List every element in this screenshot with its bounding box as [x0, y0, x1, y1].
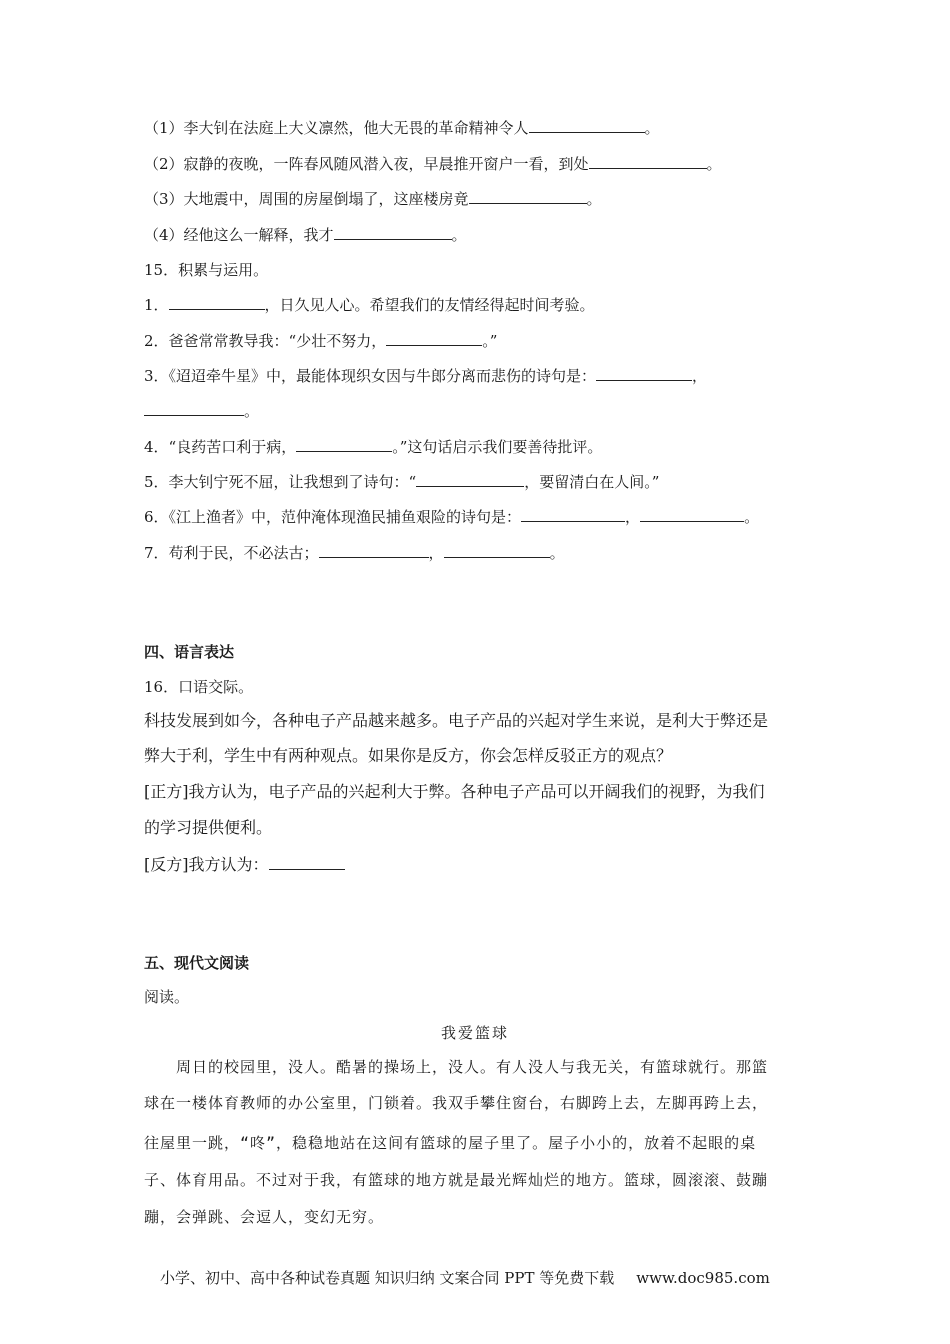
q15-item-7	[144, 543, 565, 563]
answer-blank[interactable]	[386, 331, 482, 346]
q14-item-1	[144, 118, 660, 138]
answer-blank[interactable]	[169, 295, 265, 310]
item-text: 5．李大钊宁死不屈，让我想到了诗句：“	[144, 473, 417, 491]
item-text: （3）大地震中，周围的房屋倒塌了，这座楼房竟	[144, 190, 469, 208]
q15-item-2	[144, 331, 497, 351]
item-text: （2）寂静的夜晚，一阵春风随风潜入夜，早晨推开窗户一看，到处	[144, 155, 589, 173]
item-text: 。	[244, 402, 260, 420]
item-text: [反方]我方认为：	[144, 855, 269, 874]
item-text: 。	[644, 119, 660, 137]
paragraph-line: 科技发展到如今，各种电子产品越来越多。电子产品的兴起对学生来说，是利大于弊还是	[144, 711, 769, 730]
story-title: 我爱篮球	[440, 1024, 509, 1042]
q15-item-3	[144, 366, 707, 386]
item-number: 1．	[144, 296, 169, 314]
item-text: ，日久见人心。希望我们的友情经得起时间考验。	[264, 296, 595, 314]
answer-blank[interactable]	[589, 154, 707, 169]
q15-title: 15．积累与运用。	[144, 261, 269, 279]
q15-item-1	[144, 295, 595, 315]
item-text: ，	[692, 367, 708, 385]
story-line: 往屋里一跳，“咚”，稳稳地站在这间有篮球的屋子里了。屋子小小的，放着不起眼的桌	[144, 1134, 757, 1152]
item-text: （4）经他这么一解释，我才	[144, 226, 334, 244]
story-line: 蹦，会弹跳、会逗人，变幻无穷。	[144, 1208, 385, 1226]
answer-blank[interactable]	[269, 855, 345, 870]
answer-blank[interactable]	[319, 543, 429, 558]
section-heading-5: 五、现代文阅读	[144, 954, 250, 972]
story-line: 周日的校园里，没人。酷暑的操场上，没人。有人没人与我无关，有篮球就行。那篮	[144, 1058, 769, 1076]
item-text: 。	[451, 226, 467, 244]
item-text: ，	[625, 508, 641, 526]
item-text: 。”	[482, 332, 498, 350]
q15-item-3-cont	[144, 401, 259, 421]
item-text: 3．《迢迢牵牛星》中，最能体现织女因与牛郎分离而悲伤的诗句是：	[144, 367, 597, 385]
q15-item-6	[144, 507, 759, 527]
item-text: 6．《江上渔者》中，范仲淹体现渔民捕鱼艰险的诗句是：	[144, 508, 522, 526]
paragraph-line: 的学习提供便利。	[144, 818, 273, 837]
paragraph-line: [正方]我方认为，电子产品的兴起利大于弊。各种电子产品可以开阔我们的视野，为我们	[144, 782, 765, 801]
answer-blank[interactable]	[529, 118, 645, 133]
item-text: ，	[428, 544, 444, 562]
story-line: 球在一楼体育教师的办公室里，门锁着。我双手攀住窗台，右脚跨上去，左脚再跨上去，	[144, 1094, 769, 1112]
answer-blank[interactable]	[296, 437, 392, 452]
page-footer	[160, 1267, 770, 1288]
q16-title: 16．口语交际。	[144, 678, 254, 696]
item-text: 。”这句话启示我们要善待批评。	[392, 438, 603, 456]
footer-link[interactable]: www.doc985.com	[636, 1269, 770, 1287]
answer-blank[interactable]	[521, 507, 625, 522]
answer-blank[interactable]	[469, 189, 587, 204]
answer-blank[interactable]	[596, 366, 692, 381]
con-side-line	[144, 855, 345, 875]
answer-blank[interactable]	[144, 401, 244, 416]
item-text: （1）李大钊在法庭上大义凛然，他大无畏的革命精神令人	[144, 119, 529, 137]
reading-intro: 阅读。	[144, 988, 190, 1006]
item-text: 。	[744, 508, 760, 526]
story-line: 子、体育用品。不过对于我，有篮球的地方就是最光辉灿烂的地方。篮球，圆滚滚、鼓蹦	[144, 1171, 769, 1189]
item-text: ，要留清白在人间。”	[524, 473, 660, 491]
q14-item-4	[144, 225, 467, 245]
item-text: 。	[586, 190, 602, 208]
item-text: 。	[549, 544, 565, 562]
q15-item-4	[144, 437, 602, 457]
q14-item-3	[144, 189, 602, 209]
item-text: 4．“良药苦口利于病，	[144, 438, 297, 456]
answer-blank[interactable]	[416, 472, 524, 487]
answer-blank[interactable]	[444, 543, 550, 558]
answer-blank[interactable]	[640, 507, 744, 522]
item-text: 2．爸爸常常教导我：“少壮不努力，	[144, 332, 387, 350]
q15-item-5	[144, 472, 659, 492]
item-text: 。	[706, 155, 722, 173]
section-heading-4: 四、语言表达	[144, 643, 235, 661]
q14-item-2	[144, 154, 722, 174]
paragraph-line: 弊大于利，学生中有两种观点。如果你是反方，你会怎样反驳正方的观点？	[144, 746, 673, 765]
answer-blank[interactable]	[334, 225, 452, 240]
footer-text: 小学、初中、高中各种试卷真题 知识归纳 文案合同 PPT 等免费下载	[160, 1269, 615, 1287]
item-text: 7．苟利于民，不必法古；	[144, 544, 319, 562]
